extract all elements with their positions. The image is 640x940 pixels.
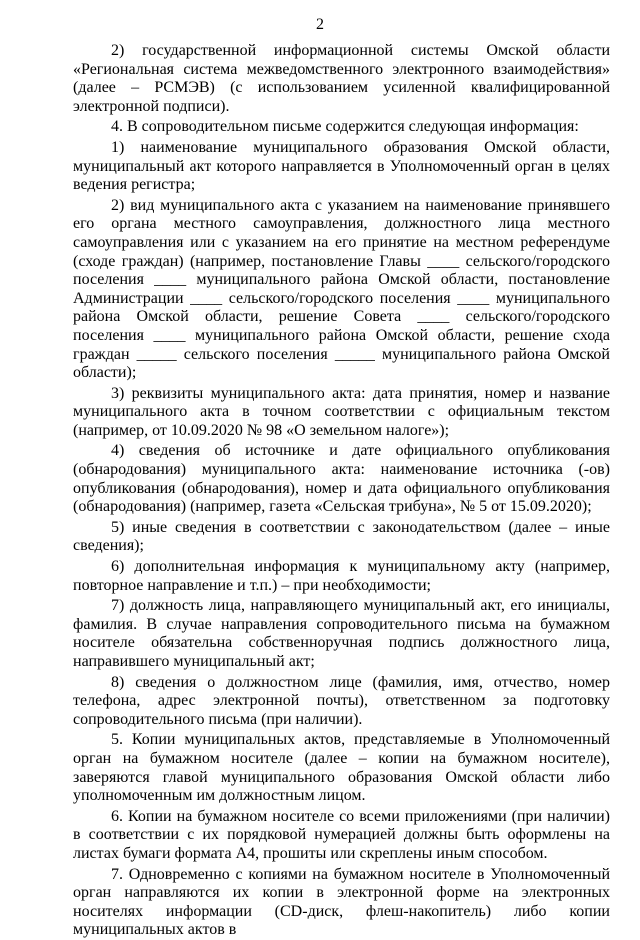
paragraph-section-4: 4. В сопроводительном письме содержится следующая информация: — [111, 118, 579, 136]
paragraph-item-3: 3) реквизиты муниципального акта: дата принятия, номер и название муниципального акта в точном соответствии с официальным текстом (например, от 10.09.2020 № 98 «О земельном налоге»); — [73, 384, 610, 439]
paragraph-section-5: 5. Копии муниципальных актов, представляемые в Уполномоченный орган на бумажном носителе (далее – копии на бумажном носителе), заверяются главой муниципального образования Омской области либо уполномоченным им должностным лицом. — [73, 731, 610, 805]
paragraph-item-8: 8) сведения о должностном лице (фамилия, имя, отчество, номер телефона, адрес электронной почты), ответственном за подготовку сопроводительного письма (при наличии). — [73, 673, 610, 728]
document-body — [73, 42, 610, 940]
paragraph-item-2-rsmev: 2) государственной информационной системы Омской области «Региональная система межведомственного электронного взаимодействия» (далее – РСМЭВ) (с использованием усиленной квалифицированной электронной подписи). — [73, 42, 610, 115]
paragraph-item-5: 5) иные сведения в соответствии с законодательством (далее – иные сведения); — [73, 518, 610, 555]
paragraph-item-2: 2) вид муниципального акта с указанием на наименование принявшего его органа местного самоуправления, должностного лица местного самоуправления или с указанием на его принятие на местном референдуме (сходе граждан) (например, постановление Главы ____ сельского/городского поселения ____ муниципального района Омской области, постановление Администрации ____ сельского/городского поселения ____ муниципального района Омской области, решение Совета ____ сельского/городского поселения ____ муниципального района Омской области, решение схода граждан _____ сельского поселения _____ муниципального района Омской области); — [73, 196, 610, 382]
paragraph-section-6: 6. Копии на бумажном носителе со всеми приложениями (при наличии) в соответствии с их порядковой нумерацией должны быть оформлены на листах бумаги формата А4, прошиты или скреплены иным способом. — [73, 807, 610, 862]
paragraph-section-7: 7. Одновременно с копиями на бумажном носителе в Уполномоченный орган направляются их копии в электронной форме на электронных носителях информации (CD-диск, флеш-накопитель) либо копии муниципальных актов в — [73, 865, 610, 939]
paragraph-item-4: 4) сведения об источнике и дате официального опубликования (обнародования) муниципального акта: наименование источника (-ов) опубликования (обнародования), номер и дата официального опубликования (обнародования) (например, газета «Сельская трибуна», № 5 от 15.09.2020); — [73, 442, 610, 516]
paragraph-item-1: 1) наименование муниципального образования Омской области, муниципальный акт которого направляется в Уполномоченный орган в целях ведения регистра; — [73, 138, 610, 194]
page-number: 2 — [316, 16, 324, 33]
paragraph-item-7: 7) должность лица, направляющего муниципальный акт, его инициалы, фамилия. В случае направления сопроводительного письма на бумажном носителе обязательна собственноручная подпись должностного лица, направившего муниципальный акт; — [73, 597, 610, 670]
paragraph-item-6: 6) дополнительная информация к муниципальному акту (например, повторное направление и т.п.) – при необходимости; — [73, 558, 610, 594]
